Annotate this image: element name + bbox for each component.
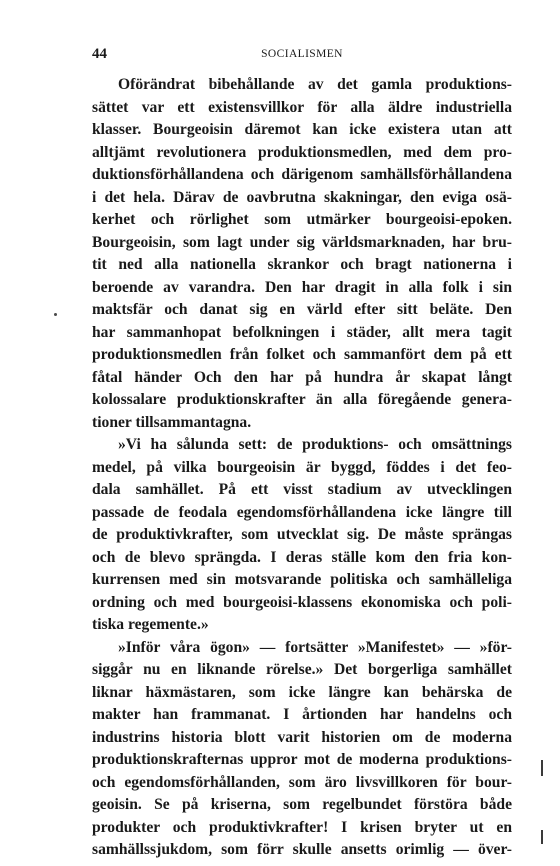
- text-line: geoisin. Se på kriserna, som regelbundet förstöra både: [92, 796, 512, 813]
- text-line: industrins historia blott varit historien om de moderna: [92, 728, 512, 746]
- text-line: passade de feodala egendomsförhållandena icke längre till: [92, 503, 512, 521]
- text-line: och egendomsförhållanden, som äro livsvillkoren för bour-: [92, 773, 512, 791]
- page-edge-mark: [541, 760, 543, 776]
- running-head: [92, 46, 512, 66]
- text-line: kerhet och rörlighet som utmärker bourgeoisi-epoken.: [92, 211, 512, 228]
- text-line: Oförändrat bibehållande av det gamla produktions-: [118, 76, 512, 93]
- text-line: siggår nu en liknande rörelse.» Det borgerliga samhället: [92, 661, 512, 678]
- text-line: produkter och produktivkrafter! I krisen bryter ut en: [92, 818, 512, 836]
- running-title: SOCIALISMEN: [261, 48, 343, 60]
- text-line: beroende av varandra. Den har dragit in alla folk i sin: [92, 278, 512, 296]
- text-line: maktsfär och danat sig en värld efter sitt beläte. Den: [92, 301, 512, 318]
- body-text: [92, 74, 512, 862]
- text-line: har sammanhopat befolkningen i städer, allt mera tagit: [92, 323, 512, 341]
- text-line: produktionsmedlen från folket och sammanfört dem på ett: [92, 346, 512, 363]
- text-line: fåtal händer Och den har på hundra år skapat långt: [92, 368, 512, 386]
- text-line: Bourgeoisin, som lagt under sig världsmarknaden, har bru-: [92, 233, 512, 251]
- text-line: tit ned alla nationella skrankor och bragt nationerna i: [92, 256, 512, 273]
- text-line: och de blevo sprängda. I deras ställe kom den fria kon-: [92, 548, 512, 566]
- text-line: kurrensen med sin motsvarande politiska och samhälleliga: [92, 571, 512, 588]
- text-line: ordning och med bourgeoisi-klassens ekonomiska och poli-: [92, 593, 512, 611]
- text-line: medel, på vilka bourgeoisin är byggd, föddes i det feo-: [92, 458, 512, 476]
- text-line: kolossalare produktionskrafter än alla föregående genera-: [92, 391, 512, 408]
- margin-dot: [54, 313, 57, 316]
- text-line: sättet var ett existensvillkor för alla äldre industriella: [92, 98, 512, 116]
- text-line: makter han frammanat. I årtionden har handelns och: [92, 706, 512, 723]
- text-line: klasser. Bourgeoisin däremot kan icke existera utan att: [92, 121, 512, 138]
- text-line: produktionskrafternas uppror mot de moderna produktions-: [92, 751, 512, 768]
- text-line: dala samhället. På ett visst stadium av utvecklingen: [92, 481, 512, 498]
- text-line: i det hela. Därav de oavbrutna skakningar, den eviga osä-: [92, 188, 512, 206]
- text-line: »Vi ha sålunda sett: de produktions- och omsättnings: [118, 436, 512, 453]
- text-line: de produktivkrafter, som utvecklat sig. De måste sprängas: [92, 526, 512, 543]
- page-edge-mark: [541, 830, 543, 844]
- text-line: »Inför våra ögon» — fortsätter »Manifestet» — »för-: [118, 638, 512, 656]
- text-line: alltjämt revolutionera produktionsmedlen, med dem pro-: [92, 143, 512, 161]
- text-line: tioner tillsammantagna.: [92, 413, 252, 431]
- text-line: tiska regemente.»: [92, 616, 209, 633]
- text-line: duktionsförhållandena och därigenom samhällsförhållandena: [92, 166, 512, 183]
- text-line: samhällssjukdom, som förr skulle ansetts orimlig — över-: [92, 841, 512, 858]
- page-number: 44: [92, 46, 107, 62]
- text-line: liknar häxmästaren, som icke längre kan behärska de: [92, 683, 512, 701]
